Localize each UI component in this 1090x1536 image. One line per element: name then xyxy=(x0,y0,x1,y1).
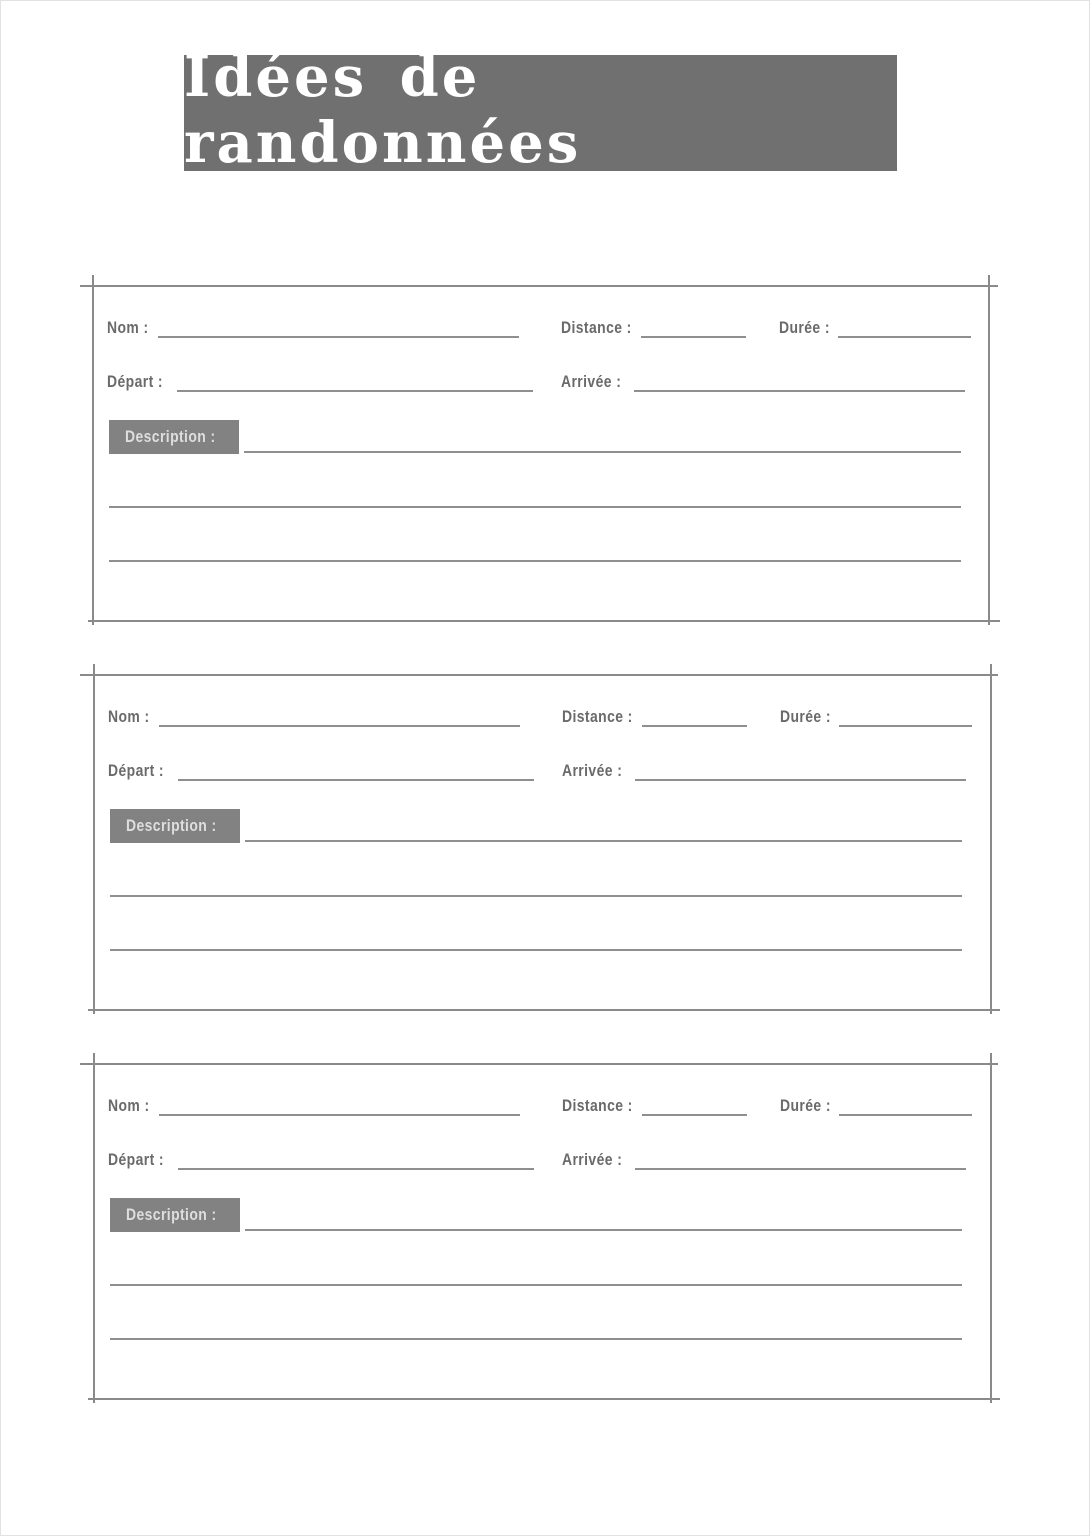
arrivee-label: Arrivée : xyxy=(562,1150,623,1169)
distance-label: Distance : xyxy=(562,1096,633,1115)
card-left-border xyxy=(93,1053,95,1403)
card-top-border xyxy=(80,674,998,676)
distance-field[interactable] xyxy=(642,725,747,727)
depart-label: Départ : xyxy=(108,1150,164,1169)
hike-card xyxy=(80,275,1000,625)
description-label: Description : xyxy=(126,816,217,835)
card-top-border xyxy=(80,1063,998,1065)
description-line-1[interactable] xyxy=(245,1229,962,1231)
arrivee-field[interactable] xyxy=(635,779,966,781)
description-line-3[interactable] xyxy=(109,560,961,562)
duree-label: Durée : xyxy=(780,1096,831,1115)
description-line-3[interactable] xyxy=(110,949,962,951)
card-bottom-border xyxy=(88,1398,1000,1400)
card-left-border xyxy=(93,664,95,1014)
description-badge xyxy=(109,420,239,454)
duree-field[interactable] xyxy=(839,1114,972,1116)
description-line-3[interactable] xyxy=(110,1338,962,1340)
description-label: Description : xyxy=(125,427,216,446)
depart-label: Départ : xyxy=(108,761,164,780)
card-right-border xyxy=(990,664,992,1014)
description-label: Description : xyxy=(126,1205,217,1224)
duree-field[interactable] xyxy=(839,725,972,727)
description-line-2[interactable] xyxy=(109,506,961,508)
arrivee-label: Arrivée : xyxy=(562,761,623,780)
description-badge xyxy=(110,809,240,843)
card-left-border xyxy=(92,275,94,625)
description-line-2[interactable] xyxy=(110,1284,962,1286)
nom-label: Nom : xyxy=(108,1096,150,1115)
hike-card xyxy=(80,1053,1000,1403)
nom-label: Nom : xyxy=(107,318,149,337)
nom-field[interactable] xyxy=(159,1114,520,1116)
arrivee-field[interactable] xyxy=(634,390,965,392)
distance-field[interactable] xyxy=(641,336,746,338)
duree-field[interactable] xyxy=(838,336,971,338)
distance-label: Distance : xyxy=(562,707,633,726)
depart-label: Départ : xyxy=(107,372,163,391)
card-top-border xyxy=(80,285,998,287)
description-badge xyxy=(110,1198,240,1232)
card-right-border xyxy=(990,1053,992,1403)
nom-field[interactable] xyxy=(158,336,519,338)
depart-field[interactable] xyxy=(178,1168,534,1170)
distance-label: Distance : xyxy=(561,318,632,337)
arrivee-field[interactable] xyxy=(635,1168,966,1170)
description-line-2[interactable] xyxy=(110,895,962,897)
description-line-1[interactable] xyxy=(244,451,961,453)
depart-field[interactable] xyxy=(177,390,533,392)
duree-label: Durée : xyxy=(779,318,830,337)
nom-label: Nom : xyxy=(108,707,150,726)
distance-field[interactable] xyxy=(642,1114,747,1116)
arrivee-label: Arrivée : xyxy=(561,372,622,391)
depart-field[interactable] xyxy=(178,779,534,781)
duree-label: Durée : xyxy=(780,707,831,726)
title-banner xyxy=(184,44,897,176)
page-title: Idées de randonnées xyxy=(184,44,582,176)
card-bottom-border xyxy=(88,1009,1000,1011)
card-bottom-border xyxy=(88,620,1000,622)
card-right-border xyxy=(988,275,990,625)
description-line-1[interactable] xyxy=(245,840,962,842)
hike-card xyxy=(80,664,1000,1014)
nom-field[interactable] xyxy=(159,725,520,727)
